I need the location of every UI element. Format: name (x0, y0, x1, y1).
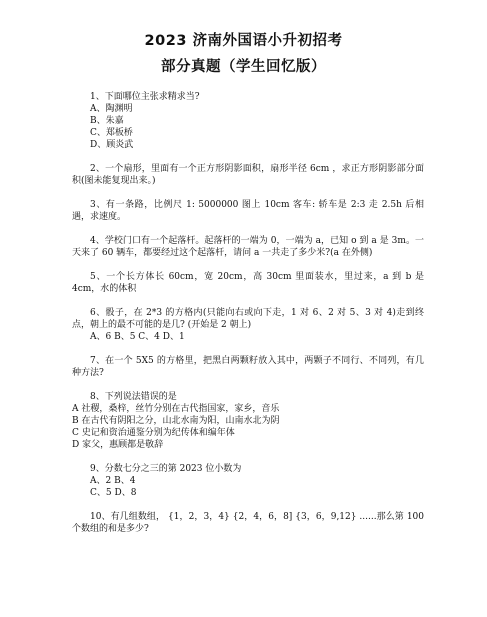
option-c: C 史记和资治通鉴分别为纪传体和编年体 (72, 428, 235, 438)
options-inline: A、6 B、5 C、4 D、1 (90, 332, 185, 342)
options-row-1: A、2 B、4 (90, 476, 136, 486)
question-stem: 9、分数七分之三的第 2023 位小数为 (90, 464, 242, 474)
question-8 (72, 391, 424, 451)
option-b: B 在古代有阴阳之分，山北水南为阳，山南水北为阴 (72, 416, 280, 426)
option-a: A 社稷，桑梓，丝竹分别在古代指国家，家乡，音乐 (72, 404, 280, 414)
question-list (72, 91, 424, 547)
question-3 (72, 199, 424, 223)
question-7 (72, 355, 424, 379)
option-d: D、顾炎武 (90, 140, 134, 150)
option-c: C、郑板桥 (90, 128, 133, 138)
option-a: A、陶渊明 (90, 104, 133, 114)
question-stem: 10、有几组数组， {1，2，3，4} {2，4，6，8] {3，6，9,12} ......那么第 100 个数组的和是多少? (72, 512, 424, 534)
question-6 (72, 307, 424, 343)
question-1 (72, 91, 424, 151)
question-stem: 6、骰子，在 2*3 的方格内(只能向右或向下走，1 对 6、2 对 5、3 对 4)走到终点，朝上的最不可能的是几? (开始是 2 朝上) (72, 308, 424, 330)
question-stem: 4、学校门口有一个起落杆。起落杆的一端为 0，一端为 a，已知 o 到 a 是 3m。一天来了 60 辆车，都要经过这个起落杆，请问 a 一共走了多少米?(a 在外侧) (72, 236, 424, 258)
question-10 (72, 511, 424, 535)
question-4 (72, 235, 424, 259)
document-title: 2023 济南外国语小升初招考 (144, 33, 343, 49)
question-2 (72, 163, 424, 187)
question-stem: 1、下面哪位主张求精求当? (90, 92, 200, 102)
question-5 (72, 271, 424, 295)
question-stem: 2、一个扇形，里面有一个正方形阴影面积，扇形半径 6cm ，求正方形阴影部分面积(图未能复现出来。) (72, 164, 424, 186)
question-stem: 5、一个长方体长 60cm，宽 20cm，高 30cm 里面装水，里过来，a 到 b 是 4cm，水的体积 (72, 272, 424, 294)
question-9 (72, 463, 424, 499)
option-d: D 家父，惠顾都是敬辞 (72, 440, 164, 450)
question-stem: 3、有一条路，比例尺 1: 5000000 图上 10cm 客车: 轿车是 2:3 走 2.5h 后相遇，求速度。 (72, 200, 424, 222)
option-b: B、朱嘉 (90, 116, 124, 126)
document-subtitle: 部分真题（学生回忆版） (161, 59, 326, 75)
options-row-2: C、5 D、8 (90, 488, 137, 498)
question-stem: 7、在一个 5X5 的方格里，把黑白两颗籽放入其中，两颗子不同行、不同列，有几种方法? (72, 356, 424, 378)
question-stem: 8、下列说法错误的是 (90, 392, 177, 402)
